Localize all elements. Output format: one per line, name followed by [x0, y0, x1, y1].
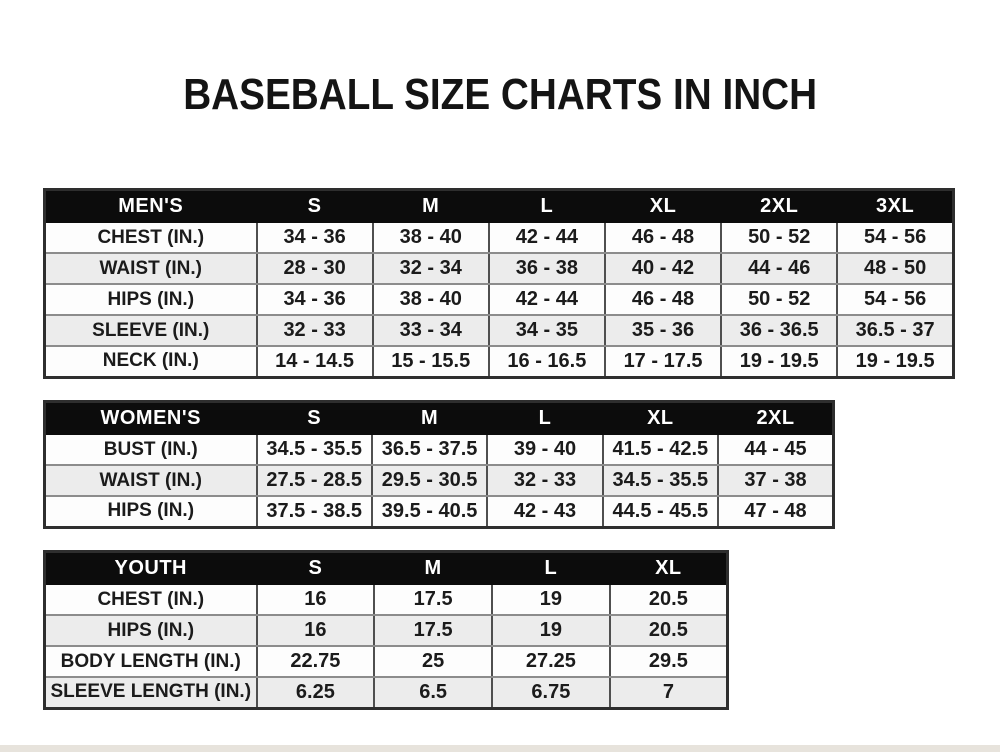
size-cell: 40 - 42 [605, 253, 721, 284]
size-header-s: S [257, 552, 375, 585]
size-header-2xl: 2XL [721, 190, 837, 223]
bottom-edge-strip [0, 745, 1000, 752]
youth-size-table [43, 550, 729, 710]
size-header-l: L [489, 190, 605, 223]
size-cell: 38 - 40 [373, 222, 489, 253]
size-cell: 47 - 48 [718, 496, 833, 527]
size-cell: 38 - 40 [373, 284, 489, 315]
size-cell: 54 - 56 [837, 284, 953, 315]
size-cell: 28 - 30 [257, 253, 373, 284]
row-label: WAIST (IN.) [45, 253, 257, 284]
size-cell: 17.5 [374, 584, 492, 615]
size-cell: 16 - 16.5 [489, 346, 605, 377]
table-row-body-length [45, 646, 728, 677]
size-cell: 41.5 - 42.5 [603, 434, 718, 465]
mens-header-row [45, 190, 954, 223]
size-cell: 35 - 36 [605, 315, 721, 346]
size-cell: 19 [492, 584, 610, 615]
size-cell: 22.75 [257, 646, 375, 677]
size-cell: 46 - 48 [605, 222, 721, 253]
size-cell: 54 - 56 [837, 222, 953, 253]
table-row-sleeve [45, 315, 954, 346]
size-cell: 46 - 48 [605, 284, 721, 315]
table-row-bust [45, 434, 834, 465]
size-cell: 27.25 [492, 646, 610, 677]
size-cell: 37 - 38 [718, 465, 833, 496]
row-label: HIPS (IN.) [45, 615, 257, 646]
size-cell: 36.5 - 37.5 [372, 434, 487, 465]
mens-size-table [43, 188, 955, 379]
size-cell: 29.5 [610, 646, 728, 677]
row-label: SLEEVE LENGTH (IN.) [45, 677, 257, 708]
size-cell: 32 - 34 [373, 253, 489, 284]
table-row-hips [45, 615, 728, 646]
size-cell: 19 [492, 615, 610, 646]
row-label: CHEST (IN.) [45, 222, 257, 253]
size-cell: 44.5 - 45.5 [603, 496, 718, 527]
page-title [0, 70, 1000, 120]
table-row-waist [45, 465, 834, 496]
size-cell: 42 - 44 [489, 284, 605, 315]
size-cell: 25 [374, 646, 492, 677]
table-row-sleeve-length [45, 677, 728, 708]
size-cell: 50 - 52 [721, 284, 837, 315]
table-row-hips [45, 496, 834, 527]
womens-header-row [45, 402, 834, 435]
row-label: BUST (IN.) [45, 434, 257, 465]
size-header-2xl: 2XL [718, 402, 833, 435]
size-cell: 44 - 45 [718, 434, 833, 465]
size-header-xl: XL [603, 402, 718, 435]
youth-header-row [45, 552, 728, 585]
row-label: SLEEVE (IN.) [45, 315, 257, 346]
size-cell: 14 - 14.5 [257, 346, 373, 377]
row-label: NECK (IN.) [45, 346, 257, 377]
table-row-chest [45, 222, 954, 253]
size-cell: 7 [610, 677, 728, 708]
size-header-m: M [374, 552, 492, 585]
row-label: BODY LENGTH (IN.) [45, 646, 257, 677]
size-cell: 34.5 - 35.5 [257, 434, 372, 465]
table-row-hips [45, 284, 954, 315]
row-label: CHEST (IN.) [45, 584, 257, 615]
table-row-waist [45, 253, 954, 284]
size-cell: 42 - 44 [489, 222, 605, 253]
size-cell: 20.5 [610, 615, 728, 646]
size-cell: 19 - 19.5 [837, 346, 953, 377]
row-label: HIPS (IN.) [45, 284, 257, 315]
size-cell: 16 [257, 615, 375, 646]
size-cell: 6.5 [374, 677, 492, 708]
size-cell: 37.5 - 38.5 [257, 496, 372, 527]
row-label: HIPS (IN.) [45, 496, 257, 527]
size-cell: 17.5 [374, 615, 492, 646]
womens-table-title-cell: WOMEN'S [45, 402, 257, 435]
size-cell: 39.5 - 40.5 [372, 496, 487, 527]
mens-table-title-cell: MEN'S [45, 190, 257, 223]
size-header-m: M [372, 402, 487, 435]
size-cell: 6.75 [492, 677, 610, 708]
size-cell: 17 - 17.5 [605, 346, 721, 377]
youth-table-title-cell: YOUTH [45, 552, 257, 585]
size-cell: 6.25 [257, 677, 375, 708]
size-header-s: S [257, 190, 373, 223]
size-header-l: L [492, 552, 610, 585]
size-cell: 50 - 52 [721, 222, 837, 253]
size-cell: 19 - 19.5 [721, 346, 837, 377]
size-header-xl: XL [610, 552, 728, 585]
size-cell: 32 - 33 [487, 465, 602, 496]
size-cell: 36 - 38 [489, 253, 605, 284]
size-header-l: L [487, 402, 602, 435]
size-cell: 34.5 - 35.5 [603, 465, 718, 496]
row-label: WAIST (IN.) [45, 465, 257, 496]
size-cell: 33 - 34 [373, 315, 489, 346]
size-cell: 20.5 [610, 584, 728, 615]
size-cell: 44 - 46 [721, 253, 837, 284]
size-cell: 34 - 36 [257, 284, 373, 315]
size-cell: 42 - 43 [487, 496, 602, 527]
size-cell: 27.5 - 28.5 [257, 465, 372, 496]
size-cell: 34 - 35 [489, 315, 605, 346]
size-cell: 34 - 36 [257, 222, 373, 253]
size-header-m: M [373, 190, 489, 223]
size-header-xl: XL [605, 190, 721, 223]
size-cell: 32 - 33 [257, 315, 373, 346]
table-row-neck [45, 346, 954, 377]
size-cell: 16 [257, 584, 375, 615]
size-cell: 36.5 - 37 [837, 315, 953, 346]
size-cell: 48 - 50 [837, 253, 953, 284]
size-cell: 36 - 36.5 [721, 315, 837, 346]
page-title-text: BASEBALL SIZE CHARTS IN INCH [183, 70, 817, 119]
size-header-3xl: 3XL [837, 190, 953, 223]
table-row-chest [45, 584, 728, 615]
size-cell: 29.5 - 30.5 [372, 465, 487, 496]
womens-size-table [43, 400, 835, 529]
size-cell: 15 - 15.5 [373, 346, 489, 377]
size-header-s: S [257, 402, 372, 435]
size-cell: 39 - 40 [487, 434, 602, 465]
